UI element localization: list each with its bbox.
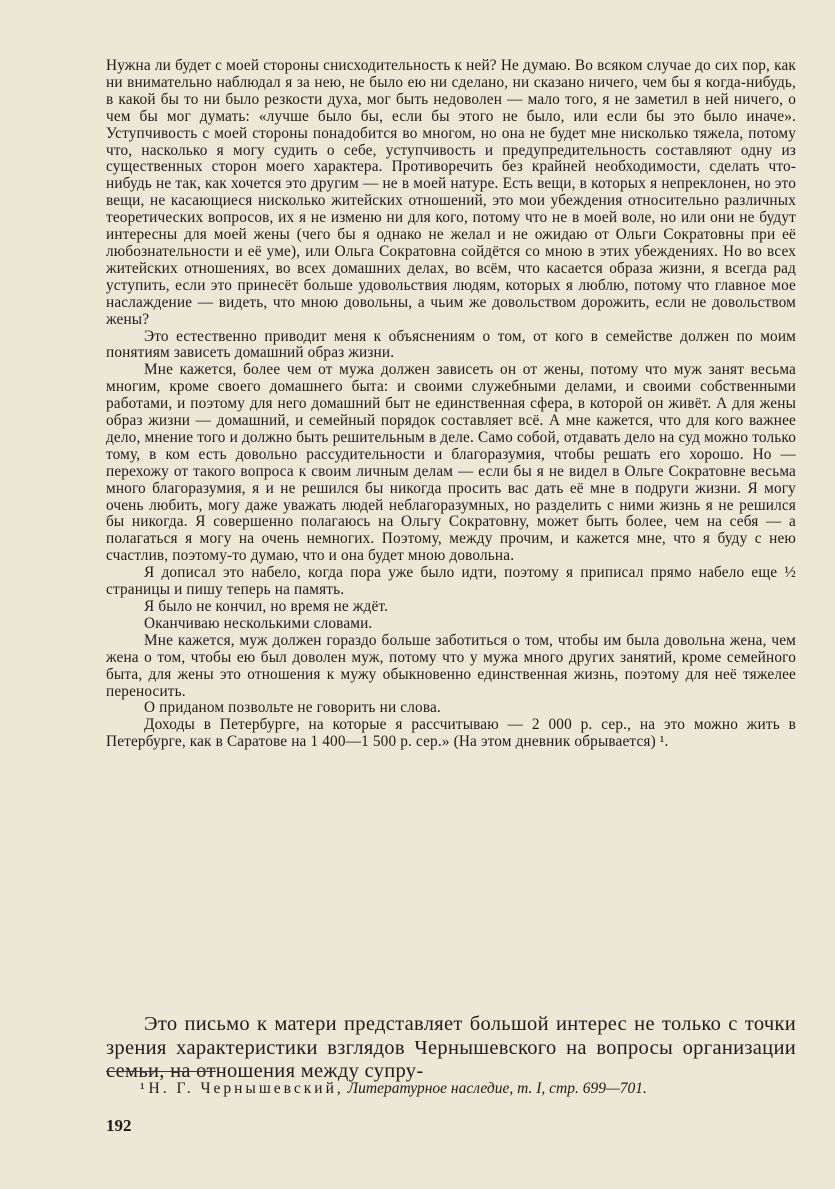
main-text <box>106 1013 796 1084</box>
quote-paragraph-4: Я дописал это набело, когда пора уже было идти, поэтому я приписал прямо набело еще ½ страницы и пишу теперь на память. <box>106 564 796 599</box>
body-paragraph: Это письмо к матери представляет большой интерес не только с точки зрения характеристики взглядов Чернышевского на вопросы организации семьи, на отношения между супру- <box>106 1013 796 1082</box>
page-number: 192 <box>106 1116 132 1135</box>
letter-quote <box>106 58 796 751</box>
quote-paragraph-7: Мне кажется, муж должен гораздо больше заботиться о том, чтобы им была довольна жена, чем жена о том, чтобы ею был доволен муж, потому что у мужа много других занятий, кроме семейного быта, для жены это отношения к мужу обыкновенно единственная жизнь, поэтому для неё тяжелее переносить. <box>106 631 796 700</box>
footnote <box>140 1080 800 1098</box>
quote-paragraph-1: Нужна ли будет с моей стороны снисходительность к ней? Не думаю. Во всяком случае до сих пор, как ни внимательно наблюдал я за нею, не было ею ни сделано, ни сказано ничего, чем бы я когда-нибудь, в какой бы то ни было резкости духа, мог быть недоволен — мало того, я не заметил в ней ничего, о чем бы мог думать: «лучше было бы, если бы этого не было, или если бы это было иначе». Уступчивость с моей стороны понадобится во многом, но она не будет мне нисколько тяжела, потому что, насколько я могу судить о себе, уступчивость и предупредительность составляют одну из существенных сторон моего характера. Противоречить без крайней необходимости, сделать что-нибудь не так, как хочется это другим — не в моей натуре. Есть вещи, в которых я непреклонен, но это вещи, не касающиеся нисколько житейских отношений, это мои убеждения относительно различных теоретических вопросов, их я не изменю ни для кого, потому что не в моей воле, но или они не будут интересны для моей жены (чего бы я однако не желал и не ожидаю от Ольги Сократовны при её любознательности и её уме), или Ольга Сократовна сойдётся со мною в этих убеждениях. Но во всех житейских отношениях, во всех домашних делах, во всём, что касается образа жизни, я всегда рад уступить, если это принесёт больше удовольствия людям, которых я люблю, потому что главное мое наслаждение — видеть, что мною довольны, а чьим же довольством дорожить, если не довольством жены? <box>106 57 796 328</box>
footnote-marker: ¹ <box>140 1080 145 1097</box>
footnote-divider <box>106 1071 216 1072</box>
quote-paragraph-9: Доходы в Петербурге, на которые я рассчитываю — 2 000 р. сер., на это можно жить в Петербурге, как в Саратове на 1 400—1 500 р. сер.» (На этом дневник обрывается) ¹. <box>106 716 796 751</box>
quote-paragraph-3: Мне кажется, более чем от мужа должен зависеть он от жены, потому что муж занят весьма многим, кроме своего домашнего быта: и своими служебными делами, и своими собственными работами, и поэтому для него домашний быт не единственная сфера, в которой он живёт. А для жены образ жизни — домашний, и семейный порядок составляет всё. А мне кажется, что для кого важнее дело, мнение того и должно быть решительным в деле. Само собой, отдавать дело на суд можно только тому, в ком есть довольно рассудительности и благоразумия, чтобы решать его хорошо. Но — перехожу от такого вопроса к своим личным делам — если бы я не видел в Ольге Сократовне весьма много благоразумия, я и не решился бы никогда просить вас дать её мне в подруги жизни. Я могу очень любить, могу даже уважать людей неблагоразумных, но разделить с ними жизнь я не решился бы никогда. Я совершенно полагаюсь на Ольгу Сократовну, может быть более, чем на себя — а полагаться я могу на очень немногих. Поэтому, между прочим, и кажется мне, что я буду с нею счастлив, поэтому-то думаю, что и она будет мною довольна. <box>106 361 796 565</box>
quote-paragraph-5: Я было не кончил, но время не ждёт. <box>144 598 389 615</box>
quote-paragraph-8: О приданом позвольте не говорить ни слова. <box>144 699 441 717</box>
footnote-author: Н. Г. Чернышевский, <box>148 1080 344 1097</box>
footnote-source: Литературное наследие, т. I, стр. 699—701. <box>347 1080 647 1097</box>
quote-paragraph-2: Это естественно приводит меня к объяснениям о том, от кого в семействе должен по моим понятиям зависеть домашний образ жизни. <box>106 327 796 362</box>
quote-paragraph-6: Оканчиваю несколькими словами. <box>144 614 373 632</box>
